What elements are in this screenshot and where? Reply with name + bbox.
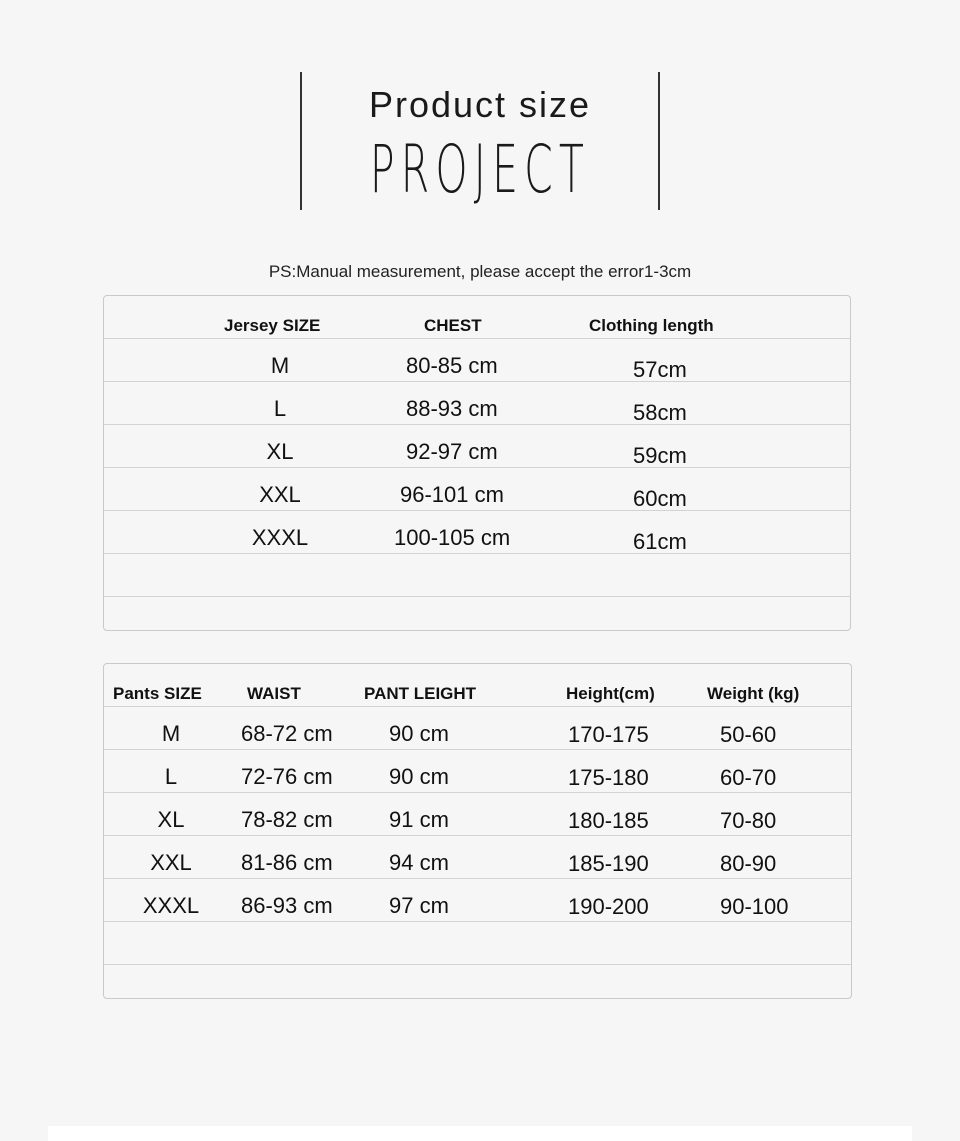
table-row: XXL 96-101 cm 60cm — [104, 467, 850, 510]
table-header-row — [104, 664, 851, 706]
column-header-size: Jersey SIZE — [224, 316, 321, 335]
pant-length-cell: 97 cm — [389, 893, 449, 918]
table-row: XL 92-97 cm 59cm — [104, 424, 850, 467]
page-subtitle: PROJECT — [369, 131, 591, 208]
measurement-note — [0, 262, 960, 282]
waist-cell: 86-93 cm — [241, 893, 333, 918]
weight-cell: 90-100 — [720, 894, 789, 919]
table-row: L 72-76 cm 90 cm 175-180 60-70 — [104, 749, 851, 792]
waist-cell: 68-72 cm — [241, 721, 333, 746]
pant-length-cell: 91 cm — [389, 807, 449, 832]
empty-row — [104, 553, 850, 596]
height-cell: 180-185 — [568, 808, 649, 833]
chest-cell: 80-85 cm — [406, 353, 498, 378]
height-cell: 185-190 — [568, 851, 649, 876]
weight-cell: 50-60 — [720, 722, 777, 747]
table-row: L 88-93 cm 58cm — [104, 381, 850, 424]
table-row: XXL 81-86 cm 94 cm 185-190 80-90 — [104, 835, 851, 878]
empty-row — [104, 921, 851, 964]
pant-length-cell: 90 cm — [389, 721, 449, 746]
page-title: Product size — [368, 84, 592, 125]
table-row: M 80-85 cm 57cm — [104, 338, 850, 381]
height-cell: 190-200 — [568, 894, 649, 919]
length-cell: 60cm — [633, 486, 687, 511]
weight-cell: 80-90 — [720, 851, 777, 876]
weight-cell: 70-80 — [720, 808, 777, 833]
table-row: XL 78-82 cm 91 cm 180-185 70-80 — [104, 792, 851, 835]
empty-row — [104, 596, 850, 639]
waist-cell: 72-76 cm — [241, 764, 333, 789]
pant-length-cell: 90 cm — [389, 764, 449, 789]
chest-cell: 96-101 cm — [400, 482, 504, 507]
table-row: M 68-72 cm 90 cm 170-175 50-60 — [104, 706, 851, 749]
column-header-length: Clothing length — [589, 316, 714, 335]
table-header-row — [104, 296, 850, 338]
column-header-waist: WAIST — [247, 684, 301, 703]
length-cell: 58cm — [633, 400, 687, 425]
note-prefix: PS: — [268, 262, 297, 281]
waist-cell: 78-82 cm — [241, 807, 333, 832]
table-row: XXXL 86-93 cm 97 cm 190-200 90-100 — [104, 878, 851, 921]
pant-length-cell: 94 cm — [389, 850, 449, 875]
column-header-weight: Weight (kg) — [707, 684, 800, 703]
bottom-panel-edge — [48, 1126, 912, 1141]
chest-cell: 92-97 cm — [406, 439, 498, 464]
column-header-chest: CHEST — [424, 316, 482, 335]
empty-row — [104, 964, 851, 1007]
weight-cell: 60-70 — [720, 765, 777, 790]
note-text: Manual measurement, please accept the error1-3cm — [296, 262, 692, 281]
column-header-pant-length: PANT LEIGHT — [364, 684, 477, 703]
column-header-size: Pants SIZE — [113, 684, 202, 703]
chest-cell: 88-93 cm — [406, 396, 498, 421]
length-cell: 57cm — [633, 357, 687, 382]
table-row: XXXL 100-105 cm 61cm — [104, 510, 850, 553]
height-cell: 170-175 — [568, 722, 649, 747]
length-cell: 61cm — [633, 529, 687, 554]
column-header-height: Height(cm) — [566, 684, 655, 703]
waist-cell: 81-86 cm — [241, 850, 333, 875]
height-cell: 175-180 — [568, 765, 649, 790]
length-cell: 59cm — [633, 443, 687, 468]
jersey-size-table — [103, 295, 851, 631]
pants-size-table — [103, 663, 852, 999]
chest-cell: 100-105 cm — [394, 525, 511, 550]
